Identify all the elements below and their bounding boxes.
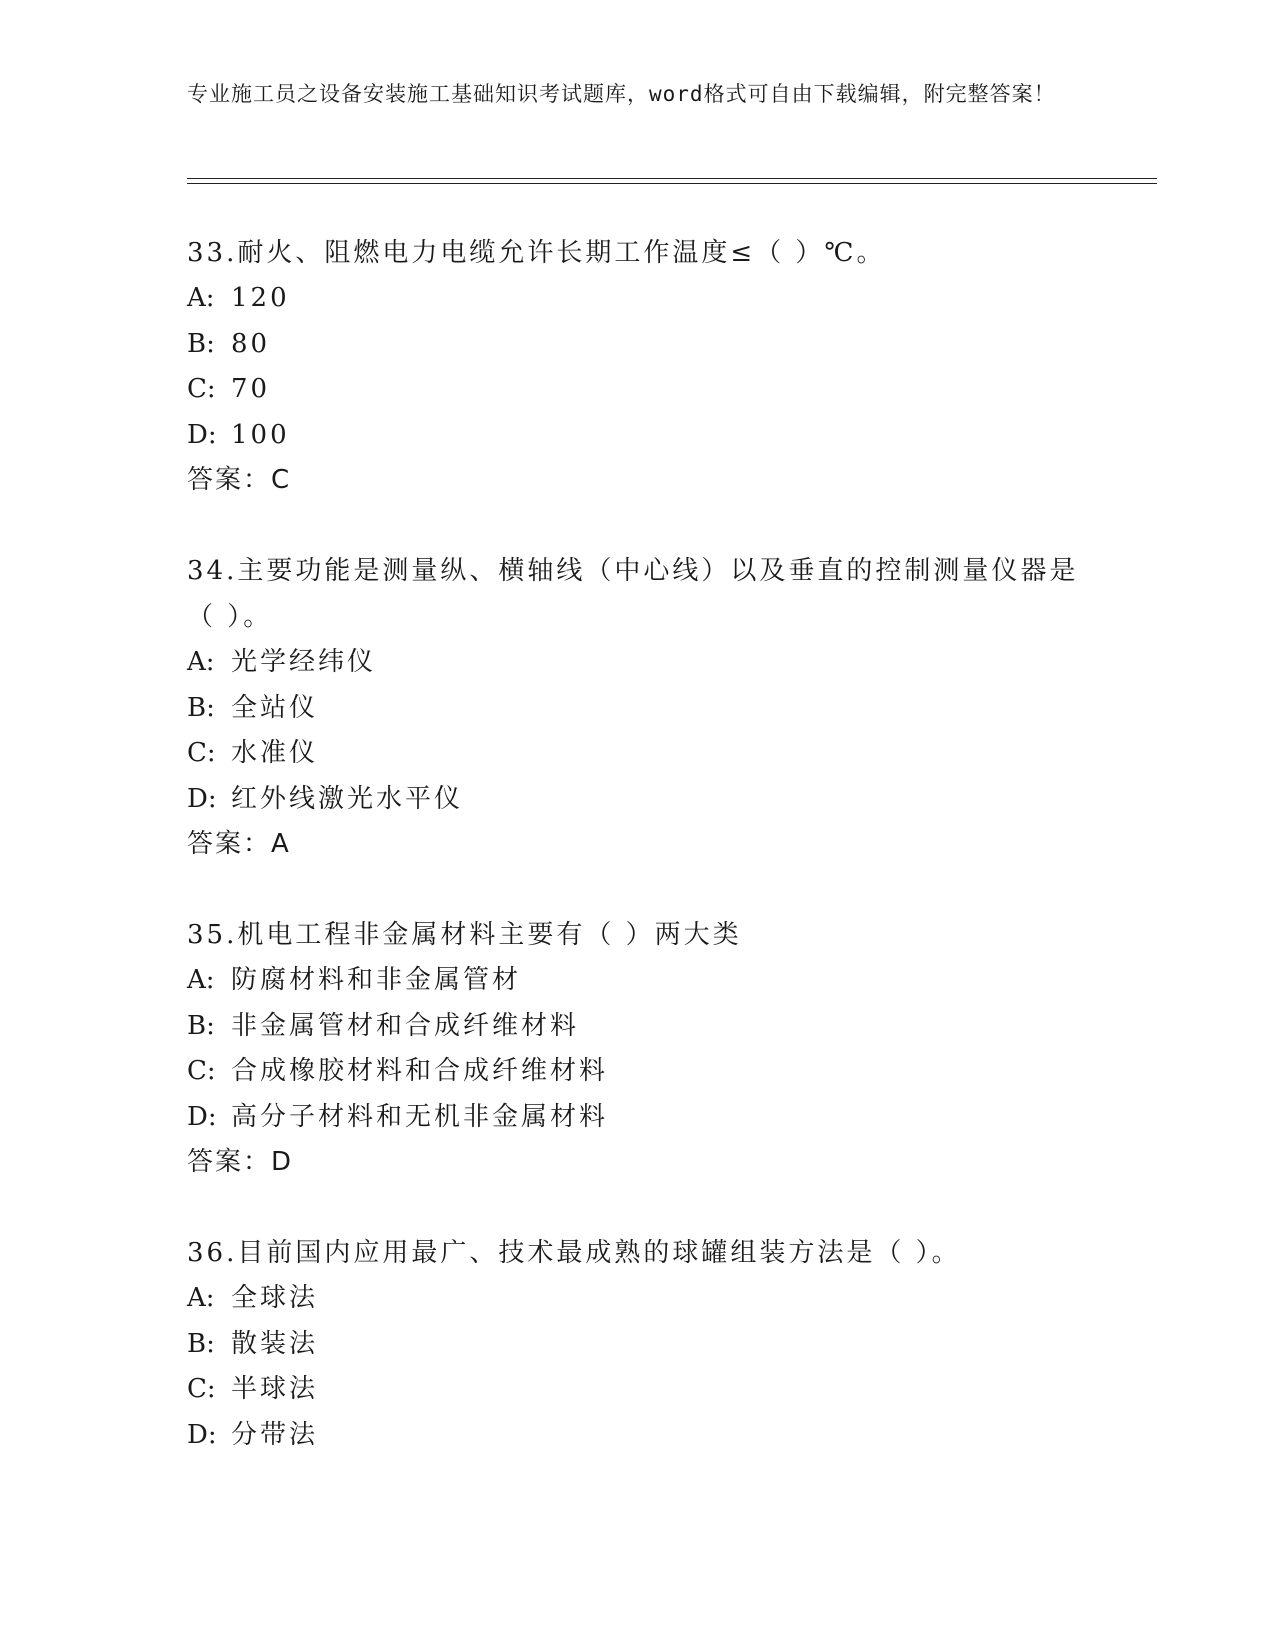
option-key: A: (187, 1283, 215, 1313)
option-key: B: (187, 328, 215, 359)
option-key: B: (187, 1328, 215, 1359)
option-d (187, 1413, 1087, 1459)
option-value: 散装法 (231, 1328, 319, 1359)
option-value: 80 (231, 328, 271, 359)
spacer (187, 1184, 1087, 1230)
option-c (187, 367, 1087, 413)
option-value: 分带法 (231, 1419, 319, 1450)
option-value: 全站仪 (231, 692, 319, 723)
answer: 答案：A (187, 829, 291, 859)
option-key: D: (187, 783, 217, 814)
option-key: A: (187, 283, 215, 313)
option-c (187, 731, 1087, 777)
option-a (187, 276, 1087, 322)
option-key: C: (187, 738, 216, 768)
option-key: D: (187, 1419, 217, 1450)
header-divider-top (187, 178, 1157, 179)
option-value: 高分子材料和无机非金属材料 (231, 1101, 609, 1132)
header-divider-bottom (187, 183, 1157, 184)
option-key: B: (187, 692, 215, 723)
question-34 (187, 548, 1087, 866)
spacer (187, 502, 1087, 548)
option-key: C: (187, 374, 216, 404)
document-header: 专业施工员之设备安装施工基础知识考试题库，word格式可自由下载编辑，附完整答案！ (187, 82, 1056, 106)
option-key: B: (187, 1010, 215, 1041)
option-a (187, 640, 1087, 686)
answer: 答案：C (187, 465, 292, 495)
option-c (187, 1049, 1087, 1095)
option-b (187, 686, 1087, 732)
option-a (187, 958, 1087, 1004)
option-value: 120 (231, 283, 290, 313)
question-text: 36.目前国内应用最广、技术最成熟的球罐组装方法是（ ）。 (187, 1238, 961, 1268)
option-key: D: (187, 1101, 217, 1132)
question-36 (187, 1230, 1087, 1458)
option-value: 红外线激光水平仪 (231, 783, 464, 814)
option-b (187, 1004, 1087, 1050)
option-key: D: (187, 419, 217, 450)
option-key: C: (187, 1374, 216, 1404)
option-value: 70 (231, 374, 271, 404)
option-b (187, 1322, 1087, 1368)
option-c (187, 1367, 1087, 1413)
option-key: A: (187, 647, 215, 677)
option-b (187, 322, 1087, 368)
option-d (187, 413, 1087, 459)
option-value: 水准仪 (231, 738, 319, 768)
question-list (187, 230, 1087, 1458)
answer: 答案：D (187, 1147, 294, 1177)
option-key: C: (187, 1056, 216, 1086)
option-value: 半球法 (231, 1374, 319, 1404)
question-33 (187, 230, 1087, 502)
option-value: 非金属管材和合成纤维材料 (231, 1010, 580, 1041)
option-key: A: (187, 965, 215, 995)
question-35 (187, 912, 1087, 1184)
question-text: 33.耐火、阻燃电力电缆允许长期工作温度≤（ ）℃。 (187, 238, 886, 268)
option-a (187, 1276, 1087, 1322)
option-d (187, 777, 1087, 823)
option-value: 防腐材料和非金属管材 (231, 965, 522, 995)
option-value: 合成橡胶材料和合成纤维材料 (231, 1056, 609, 1086)
question-text: 35.机电工程非金属材料主要有（ ）两大类 (187, 920, 742, 950)
option-value: 光学经纬仪 (231, 647, 377, 677)
option-value: 100 (231, 419, 290, 450)
option-d (187, 1095, 1087, 1141)
option-value: 全球法 (231, 1283, 319, 1313)
question-text: 34.主要功能是测量纵、横轴线（中心线）以及垂直的控制测量仪器是（ ）。 (187, 556, 1079, 632)
spacer (187, 866, 1087, 912)
